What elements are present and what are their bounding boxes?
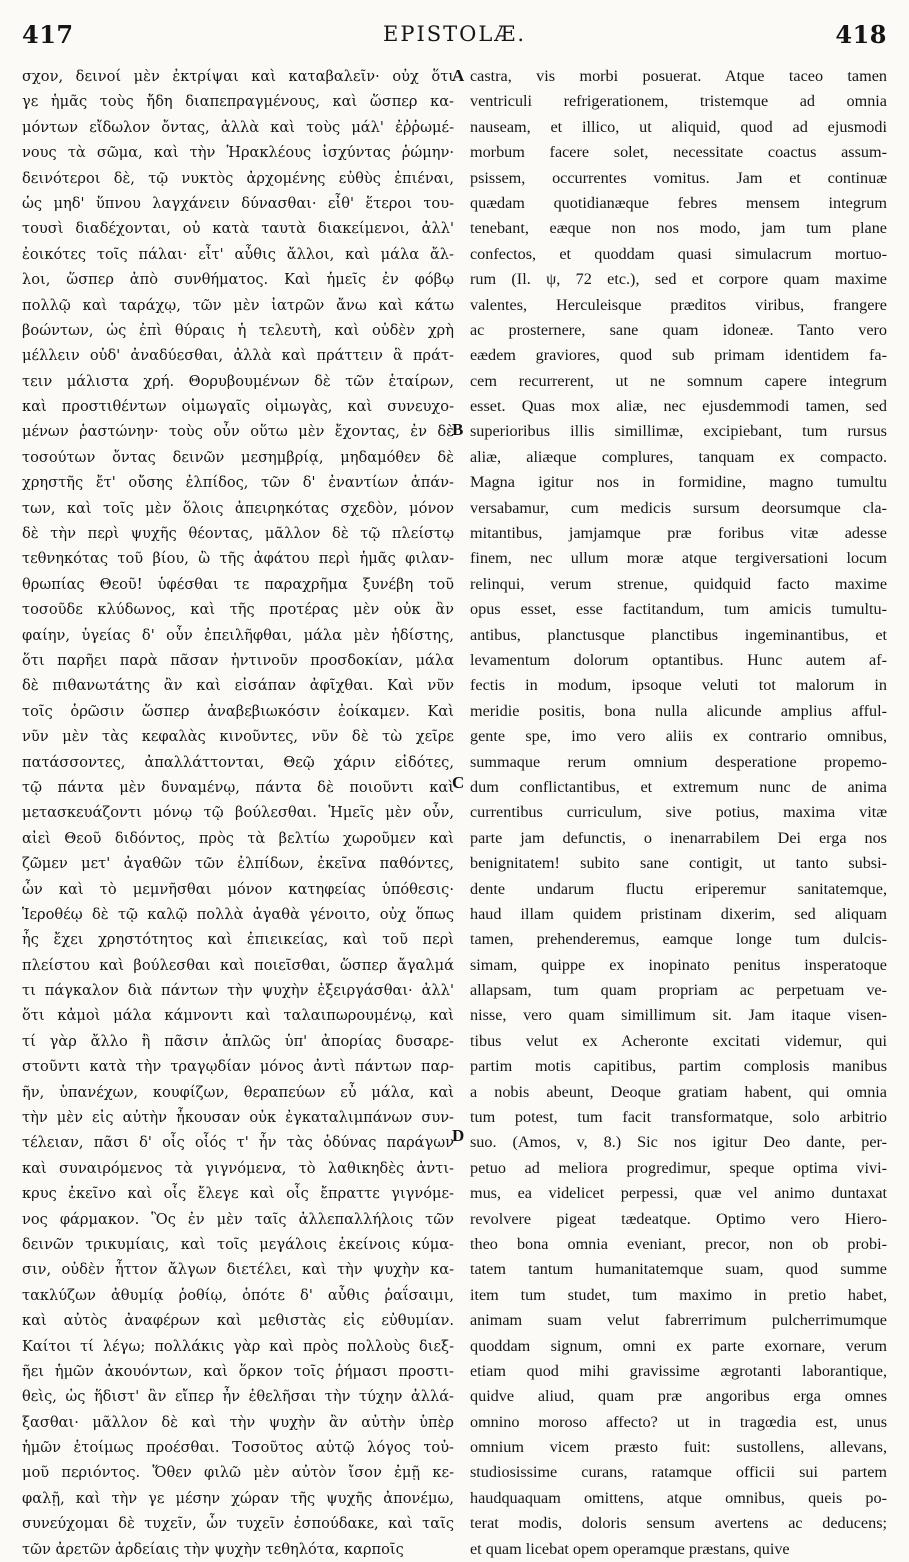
latin-text-line: tibus velut ex Acheronte excitati videmur, qui: [470, 1031, 887, 1050]
greek-text-line: των, καὶ τοῖς μὲν ὅλοις ἀπειρηκότας σχεδὸν, μόνον: [22, 499, 454, 517]
greek-text-line: φαλῇ, καὶ τὴν γε μέσην χώραν τῆς ψυχῆς ἀπονέμω,: [22, 1489, 454, 1507]
latin-column: [470, 64, 887, 1562]
greek-text-line: Ἱεροθέῳ δὲ τῷ καλῷ πολλὰ ἀγαθὰ γένοιτο, οὐχ ὅπως: [22, 905, 454, 923]
greek-text-line: ῆει ἡμῶν ἀκουόντων, καὶ ὅρκον τοῖς ῥήμασι προστι-: [22, 1362, 454, 1380]
latin-text-line: mus, ea videlicet perpessi, quæ vel animo duntaxat: [470, 1184, 887, 1203]
greek-text-line: καὶ προστιθέντων οἰμωγαῖς οἰμωγὰς, καὶ συνευχο-: [22, 398, 454, 416]
latin-text-line: tatem tantum humanitatemque suam, quod summe: [470, 1260, 887, 1279]
greek-text-line: μόντων εἴδωλον ὄντας, ἀλλὰ καὶ τοὺς μάλ' ἐῤῥωμέ-: [22, 118, 454, 136]
latin-text-line: allapsam, tum quam propriam ac perpetuam ve-: [470, 981, 887, 1000]
running-title: EPISTOLÆ.: [382, 22, 526, 46]
latin-text-line: fectis in modum, ipsoque veluti tot malorum in: [470, 676, 887, 695]
latin-text-line: tamen, prehenderemus, eamque longe tum dulcis-: [470, 930, 887, 949]
latin-text-line: antibus, planctusque planctibus ingeminantibus, et: [470, 625, 887, 644]
latin-text-line: studiosissime curans, ratamque officii sui partem: [470, 1463, 887, 1482]
latin-text-line: haudquaquam omittens, atque omnibus, queis po-: [470, 1488, 887, 1507]
latin-text-line: item tum studet, tum maximo in pretio habet,: [470, 1285, 887, 1304]
greek-column: [22, 64, 454, 1562]
latin-text-line: gente spe, imo vero aliis ex contrario omnibus,: [470, 727, 887, 746]
greek-text-line: τειν μάλιστα χρή. Θορυβουμένων δὲ τῶν ἑταίρων,: [22, 372, 454, 390]
greek-text-line: φαίην, ὑγείας δ' οὖν ἐπειλῆφθαι, μάλα μὲν ἡδίστης,: [22, 626, 454, 644]
greek-text-line: δεινότεροι δὲ, τῷ νυκτὸς ἀρχομένης εὐθὺς ἐπιέναι,: [22, 169, 454, 187]
greek-text-line: τεθνηκότας τοῦ βίου, ὢ τῆς ἀφάτου περὶ ἡμᾶς φιλαν-: [22, 550, 454, 568]
greek-text-line: χρηστῆς ἔτ' οὔσης ἐλπίδος, τῶν δ' ἐναντίων ἁπάν-: [22, 474, 454, 492]
greek-text-line: δὲ τὴν περὶ ψυχῆς θέοντας, μᾶλλον δὲ τῷ πλείστῳ: [22, 525, 454, 543]
greek-text-line: τῶν ἀρετῶν ἀρδείαις τὴν ψυχὴν τεθηλότα, καρποῖς: [22, 1540, 404, 1558]
latin-text-line: currentibus curriculum, sive potius, maxima vitæ: [470, 803, 887, 822]
greek-text-line: δὲ πιθανωτάτης ἂν καὶ εἰσάπαν ἀφῖχθαι. Καὶ νῦν: [22, 677, 454, 695]
greek-text-line: Καίτοι τί λέγω; πολλάκις γὰρ καὶ πρὸς πολλοὺς διεξ-: [22, 1337, 454, 1355]
latin-text-line: valentes, Herculeisque præditos viribus, frangere: [470, 295, 887, 314]
latin-text-line: morbum facere solet, necessitate coactus assum-: [470, 143, 887, 162]
section-marker-a: A: [452, 66, 465, 85]
greek-text-line: καὶ συναιρόμενος τὰ γιγνόμενα, τὸ λαθικηδὲς ἀντι-: [22, 1159, 454, 1177]
greek-text-line: ἐοικότες τοῖς πάλαι· εἶτ' αὖθις ἄλλοι, καὶ μάλα ἄλ-: [22, 245, 454, 263]
latin-text-line: animam suam velut fabrerrimum pulcherrimumque: [470, 1311, 887, 1330]
greek-text-line: ξασθαι· μᾶλλον δὲ καὶ τὴν ψυχὴν ἂν αὐτὴν ὑπὲρ: [22, 1413, 454, 1431]
greek-text-line: ῆν, ὑπανέχων, κουφίζων, θεραπεύων εὖ μάλα, καὶ: [22, 1083, 454, 1101]
greek-text-line: τοσούτων ὄντας δεινῶν μεσημβρίᾳ, μηδαμόθεν δὲ: [22, 448, 454, 466]
greek-text-line: μοῦ περιόντος. Ὅθεν φιλῶ μὲν αὐτὸν ἴσον ἐμῇ κε-: [22, 1464, 454, 1482]
greek-text-line: τὴν μὲν εἰς αὐτὴν ἧκουσαν οὐκ ἐγκαταλιμπάνων συν-: [22, 1109, 454, 1127]
section-marker-c: C: [452, 773, 465, 792]
latin-text-line: aliæ, aliæque complures, tanquam ex compacto.: [470, 447, 887, 466]
page-number-right: 418: [835, 20, 887, 49]
latin-text-line: relinqui, verum strenue, quidquid facto maxime: [470, 574, 887, 593]
page-number-left: 417: [22, 20, 74, 49]
greek-text-line: μετασκευάζοντι μόνῳ τῷ βούλεσθαι. Ἡμεῖς μὲν οὖν,: [22, 804, 454, 822]
latin-text-line: ventriculi refrigerationem, tristemque ad omnia: [470, 92, 887, 111]
greek-text-line: ἡμῶν ἑτοίμως προέσθαι. Τοσοῦτος αὐτῷ λόγος τοὐ-: [22, 1439, 454, 1457]
latin-text-line: terat modis, doloris sensum avertens ac deducens;: [470, 1514, 887, 1533]
greek-text-line: ζῶμεν μετ' ἀγαθῶν τῶν ἐλπίδων, ἐκεῖνα παθόντες,: [22, 855, 454, 873]
latin-text-line: suo. (Amos, v, 8.) Sic nos igitur Deo dante, per-: [470, 1133, 887, 1152]
greek-text-line: τέλειαν, πᾶσι δ' οἷς οἷός τ' ἦν τὰς ὀδύνας παράγων: [22, 1134, 454, 1152]
greek-text-line: τῷ πάντα μὲν δυναμένῳ, πάντα δὲ ποιοῦντι καὶ: [22, 778, 454, 796]
latin-text-line: superioribus illis simillimæ, excipiebant, tum rursus: [470, 422, 887, 441]
greek-text-line: τι πάγκαλον διὰ πάντων τὴν ψυχὴν ἐξειργάσθαι· ἀλλ': [22, 982, 454, 1000]
latin-text-line: a nobis abeunt, Deoque gratiam habent, qui omnia: [470, 1082, 887, 1101]
greek-text-line: μέλλειν οὐδ' ἀναδύεσθαι, ἀλλὰ καὶ πράττειν ἃ πράτ-: [22, 347, 454, 365]
latin-text-line: simam, quippe ex inopinato penitus insperatoque: [470, 955, 887, 974]
greek-text-line: γε ἡμᾶς τοὺς ἤδη διαπεπραγμένους, καὶ ὥσπερ κα-: [22, 93, 454, 111]
greek-text-line: νῦν μὲν τὰς κεφαλὰς κινοῦντες, νῦν δὲ τὼ χεῖρε: [22, 728, 454, 746]
greek-text-line: τοῖς ὁρῶσιν ὥσπερ ἀναβεβιωκόσιν ἐοίκαμεν. Καὶ: [22, 702, 454, 720]
greek-text-line: αἰεὶ Θεοῦ διδόντος, πρὸς τὰ βελτίω χωροῦμεν καὶ: [22, 829, 454, 847]
latin-text-line: dum conflictantibus, et extremum nunc de anima: [470, 777, 887, 796]
latin-text-line: levamentum dolorum optantibus. Hunc autem af-: [470, 650, 887, 669]
latin-text-line: summaque rerum omnium desperatione propemo-: [470, 752, 887, 771]
latin-text-line: theo bona omnia eveniant, precor, non ob probi-: [470, 1234, 887, 1253]
section-marker-b: B: [452, 420, 464, 439]
latin-text-line: partim motis capitibus, partim complosis manibus: [470, 1057, 887, 1076]
greek-text-line: τουσὶ διαδέχονται, οὐ κατὰ ταυτὰ διακείμενοι, ἀλλ': [22, 220, 454, 238]
latin-text-line: castra, vis morbi posuerat. Atque taceo tamen: [470, 67, 887, 85]
latin-text-line: nisse, vero quam simillimum sit. Jam itaque visen-: [470, 1006, 887, 1025]
latin-text-line: omnino moroso affecto? ut in tragœdia est, unus: [470, 1412, 887, 1431]
greek-text-line: πλείστου καὶ βούλεσθαι καὶ ποιεῖσθαι, ὥσπερ ἄγαλμά: [22, 956, 454, 974]
latin-text-line: meridie positis, bona nulla alicunde amplius afful-: [470, 701, 887, 720]
greek-text-line: κρυς ἐκεῖνο καὶ οἷς ἔλεγε καὶ οἷς ἔπραττε γιγνόμε-: [22, 1185, 454, 1203]
latin-text-line: revolvere pigeat tædeatque. Optimo vero Hiero-: [470, 1209, 887, 1228]
latin-text-line: benignitatem! subito sane contigit, ut tanto subsi-: [470, 854, 887, 873]
page-header: [22, 14, 887, 54]
greek-text-line: βοώντων, ὡς ἐπὶ θύραις ἡ τελευτὴ, καὶ οὐδὲν χρὴ: [22, 321, 454, 339]
latin-text-line: ac prosternere, sane quam idoneæ. Tanto vero: [470, 320, 887, 339]
greek-text-line: θεὶς, ὡς ἥδιστ' ἂν εἴπερ ἦν ἐθελῆσαι τὴν τύχην ἀλλά-: [22, 1388, 454, 1406]
latin-text-line: versabamur, cum medicis sursum deorsumque cla-: [470, 498, 887, 517]
latin-text-line: Magna igitur nos in formidine, magno tumultu: [470, 473, 887, 492]
greek-text-line: σιν, οὐδὲν ἧττον ἄλγων διετέλει, καὶ τὴν ψυχὴν κα-: [22, 1261, 454, 1279]
greek-text-line: ὅτι κἀμοὶ μάλα κάμνοντι καὶ ταλαιπωρουμένῳ, καὶ: [22, 1007, 454, 1025]
greek-text-line: σχον, δεινοί μὲν ἐκτρίψαι καὶ καταβαλεῖν· οὐχ ὅτι: [22, 68, 454, 85]
latin-text-line: quoddam signum, omni ex parte exornare, verum: [470, 1336, 887, 1355]
latin-text-line: nauseam, et illico, ut aliquid, quod ad ejusmodi: [470, 117, 887, 136]
latin-text-line: eædem graviores, quod sub primam identidem fa-: [470, 346, 887, 365]
greek-text-line: ὡς μηδ' ὕπνου λαγχάνειν δύνασθαι· εἶθ' ἕτεροι του-: [22, 194, 454, 212]
greek-text-line: νους τὰ σῶμα, καὶ τὴν Ἡρακλέους ἰσχύντας ῥώμην·: [22, 144, 454, 162]
latin-text-line: tum potest, tum facit transformatque, solo arbitrio: [470, 1108, 887, 1127]
latin-text-line: dente undarum fluctu eriperemur sanitatemque,: [470, 879, 887, 898]
latin-text-line: mitantibus, jamjamque præ foribus vitæ adesse: [470, 524, 887, 543]
latin-text-line: confectos, et quoddam quasi simulacrum mortuo-: [470, 244, 887, 263]
greek-text-line: καὶ αὐτὸς ἀναφέρων καὶ μεθιστὰς εἰς εὐθυμίαν.: [22, 1312, 454, 1330]
greek-text-line: τακλύζων ἀθυμίᾳ ῥοθίῳ, ὁπότε δ' αὖθις ῥαΐσαιμι,: [22, 1286, 454, 1304]
latin-text-line: opus esset, esse factitandum, tum amicis tumultu-: [470, 600, 887, 619]
latin-text-line: finem, nec ullum moræ atque tergiversationi locum: [470, 549, 887, 568]
latin-text-line: etiam quod mihi gravissime ægrotanti laborantique,: [470, 1361, 887, 1380]
latin-text-line: psissem, occurrentes vomitus. Jam et continuæ: [470, 168, 887, 187]
greek-text-line: πολλῷ καὶ ταράχῳ, τῶν μὲν ἰατρῶν ἄνω καὶ κάτω: [22, 296, 454, 314]
latin-text-line: quidve aliud, quam præ angoribus erga omnes: [470, 1387, 887, 1406]
latin-text-line: parte jam defunctis, o inenarrabilem Dei erga nos: [470, 828, 887, 847]
greek-text-line: τί γὰρ ἄλλο ἢ πᾶσιν ἁπλῶς ὑπ' ἀπορίας δυσαρε-: [22, 1032, 454, 1050]
section-marker-d: D: [452, 1126, 465, 1145]
latin-text-line: petuo ad meliora progredimur, speque optima vivi-: [470, 1158, 887, 1177]
latin-text-line: quædam quotidianæque febres mensem integrum: [470, 193, 887, 212]
latin-text-line: cem recurrerent, ut ne somnum capere integrum: [470, 371, 887, 390]
greek-text-line: νος φάρμακον. Ὃς ἐν μὲν ταῖς ἀλλεπαλλήλοις τῶν: [22, 1210, 454, 1228]
greek-text-line: λοι, ὥσπερ ἀπὸ συνθήματος. Καὶ ἡμεῖς ἐν φόβῳ: [22, 271, 454, 289]
greek-text-line: τοσοῦδε κλύδωνος, καὶ τῆς προτέρας μὲν οὐκ ἂν: [22, 601, 454, 619]
greek-text-line: ὅτι παρῆει παρὰ πᾶσαν ἡντινοῦν προσδοκίαν, μάλα: [22, 651, 454, 669]
greek-text-line: δεινῶν τρικυμίαις, καὶ τοῖς μεγάλοις ἐκείνοις κύμα-: [22, 1235, 454, 1253]
greek-text-line: θρωπίας Θεοῦ! ὑφέσθαι τε παραχρῆμα ξυνέβη τοῦ: [22, 575, 454, 593]
latin-text-line: omnium vicem præsto fuit: sustollens, allevans,: [470, 1438, 887, 1457]
greek-text-line: στοῦντι κατὰ τὴν τραγῳδίαν μόνος ἀντὶ πάντων παρ-: [22, 1058, 454, 1076]
latin-text-line: tenebant, eæque non nos modo, jam tum plane: [470, 219, 887, 238]
greek-text-line: μένων ῥαστώνην· τοὺς οὖν οὕτω μὲν ἔχοντας, ἐν δὲ: [22, 423, 454, 441]
latin-text-line: rum (Il. ψ, 72 etc.), sed et corpore quam maxime: [470, 270, 887, 289]
latin-text-line: haud illam quidem pristinam dixerim, sed aliquam: [470, 904, 887, 923]
latin-text-line: et quam licebat opem operamque præstans, quive: [470, 1539, 790, 1558]
greek-text-line: πατάσσοντες, ἀπαλλάττονται, Θεῷ χάριν εἰδότες,: [22, 753, 454, 771]
greek-text-line: ἧς ἔχει χρηστότητος καὶ ἐπιεικείας, καὶ τοῦ περὶ: [22, 931, 454, 949]
greek-text-line: συνεύχομαι δὲ τυχεῖν, ὧν τυχεῖν ἐσπούδακε, καὶ ταῖς: [22, 1515, 454, 1533]
greek-text-line: ὧν καὶ τὸ μεμνῆσθαι μόνον κατηφείας ὑπόθεσις·: [22, 880, 454, 898]
latin-text-line: esset. Quas mox aliæ, nec ejusdemmodi tamen, sed: [470, 397, 887, 416]
